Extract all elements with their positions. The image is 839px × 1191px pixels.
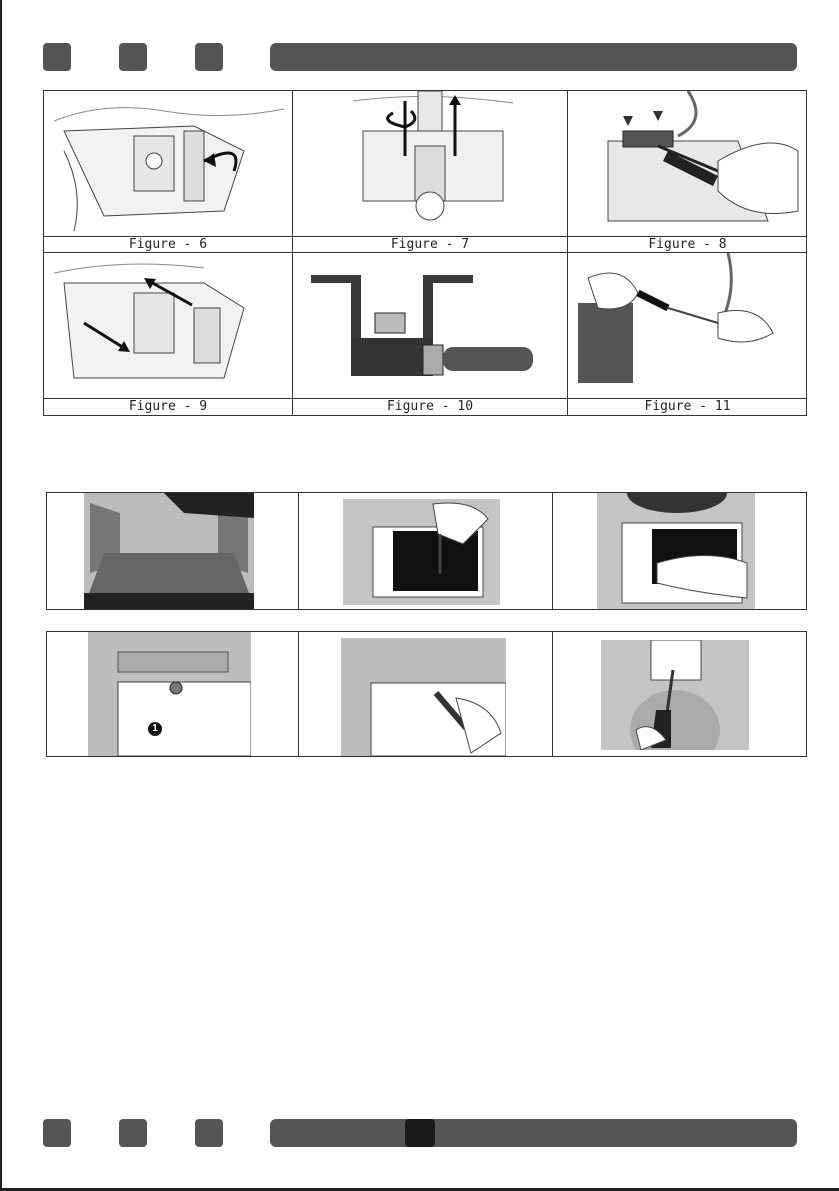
header-bar (270, 43, 797, 71)
burner-slide-illustration (44, 253, 292, 398)
figure-caption: Figure - 9 (128, 399, 208, 414)
header-square-3 (195, 43, 223, 71)
figure-caption: Figure - 7 (390, 237, 470, 252)
figure-caption: Figure - 6 (128, 237, 208, 252)
figure-caption: Figure - 8 (648, 237, 727, 252)
oven-screw-removal-illustration (341, 638, 506, 756)
oven-injector-removal-illustration (601, 640, 749, 750)
oven-burner-slide-illustration (597, 493, 755, 609)
burner-rotate-illustration (44, 91, 292, 236)
table-divider (298, 492, 299, 610)
figure-caption: Figure - 10 (386, 399, 474, 414)
oven-floor-removal-illustration (84, 493, 254, 609)
header-square-1 (43, 43, 71, 71)
screw-marker: 1 (148, 722, 162, 736)
footer-square-3 (195, 1119, 223, 1147)
page-marker (405, 1119, 435, 1147)
footer-square-1 (43, 1119, 71, 1147)
footer-square-2 (119, 1119, 147, 1147)
footer-bar (270, 1119, 797, 1147)
table-divider (298, 631, 299, 757)
screwdriver-clip-illustration (568, 91, 807, 236)
wrench-nut-illustration (293, 253, 567, 398)
page-border-left (0, 0, 2, 1191)
table-divider (552, 492, 553, 610)
table-divider (552, 631, 553, 757)
oven-burner-screw-illustration (343, 499, 500, 605)
oven-screw-marker-illustration (88, 632, 251, 756)
screwdriver-injector-illustration (568, 253, 807, 398)
burner-lift-illustration (293, 91, 567, 236)
header-square-2 (119, 43, 147, 71)
figure-caption: Figure - 11 (644, 399, 731, 414)
